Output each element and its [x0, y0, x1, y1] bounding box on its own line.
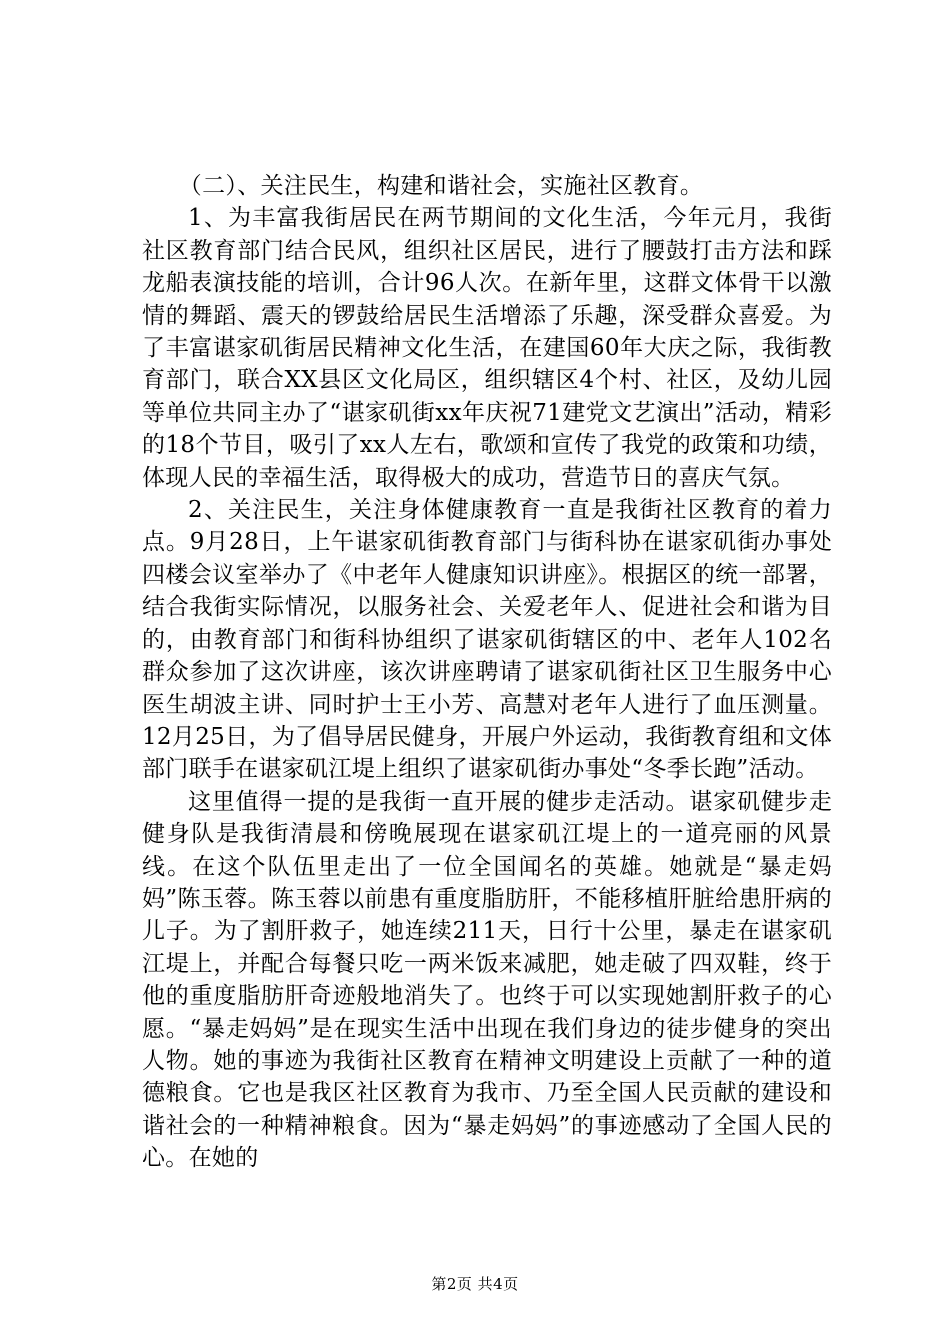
document-body	[142, 170, 832, 1175]
section-heading: （二）、关注民生，构建和谐社会，实施社区教育。	[178, 173, 704, 199]
page-footer	[0, 1274, 950, 1294]
page-number: 第2页 共4页	[431, 1275, 519, 1293]
paragraph-2: 2、关注民生，关注身体健康教育一直是我街社区教育的着力点。9月28日，上午谌家矶街教育部门与街科协在谌家矶街办事处四楼会议室举办了《中老年人健康知识讲座》。根据区的统一部署，结合我街实际情况，以服务社会、关爱老年人、促进社会和谐为目的，由教育部门和街科协组织了谌家矶街辖区的中、老年人102名群众参加了这次讲座，该次讲座聘请了谌家矶街社区卫生服务中心医生胡波主讲、同时护士王小芳、高慧对老年人进行了血压测量。12月25日，为了倡导居民健身，开展户外运动，我街教育组和文体部门联手在谌家矶江堤上组织了谌家矶街办事处“冬季长跑”活动。	[142, 497, 832, 783]
paragraph-1: 1、为丰富我街居民在两节期间的文化生活，今年元月，我街社区教育部门结合民风，组织社区居民，进行了腰鼓打击方法和踩龙船表演技能的培训，合计96人次。在新年里，这群文体骨干以激情的舞蹈、震天的锣鼓给居民生活增添了乐趣，深受群众喜爱。为了丰富谌家矶街居民精神文化生活，在建国60年大庆之际，我街教育部门，联合XX县区文化局区，组织辖区4个村、社区，及幼儿园等单位共同主办了“谌家矶街xx年庆祝71建党文艺演出”活动，精彩的18个节目，吸引了xx人左右，歌颂和宣传了我党的政策和功绩，体现人民的幸福生活，取得极大的成功，营造节日的喜庆气氛。	[142, 205, 832, 491]
paragraph-3: 这里值得一提的是我街一直开展的健步走活动。谌家矶健步走健身队是我街清晨和傍晚展现在谌家矶江堤上的一道亮丽的风景线。在这个队伍里走出了一位全国闻名的英雄。她就是“暴走妈妈”陈玉蓉。陈玉蓉以前患有重度脂肪肝，不能移植肝脏给患肝病的儿子。为了割肝救子，她连续211天，日行十公里，暴走在谌家矶江堤上，并配合每餐只吃一两米饭来减肥，她走破了四双鞋，终于他的重度脂肪肝奇迹般地消失了。也终于可以实现她割肝救子的心愿。“暴走妈妈”是在现实生活中出现在我们身边的徒步健身的突出人物。她的事迹为我街社区教育在精神文明建设上贡献了一种的道德粮食。它也是我区社区教育为我市、乃至全国人民贡献的建设和谐社会的一种精神粮食。因为“暴走妈妈”的事迹感动了全国人民的心。在她的	[142, 788, 832, 1172]
